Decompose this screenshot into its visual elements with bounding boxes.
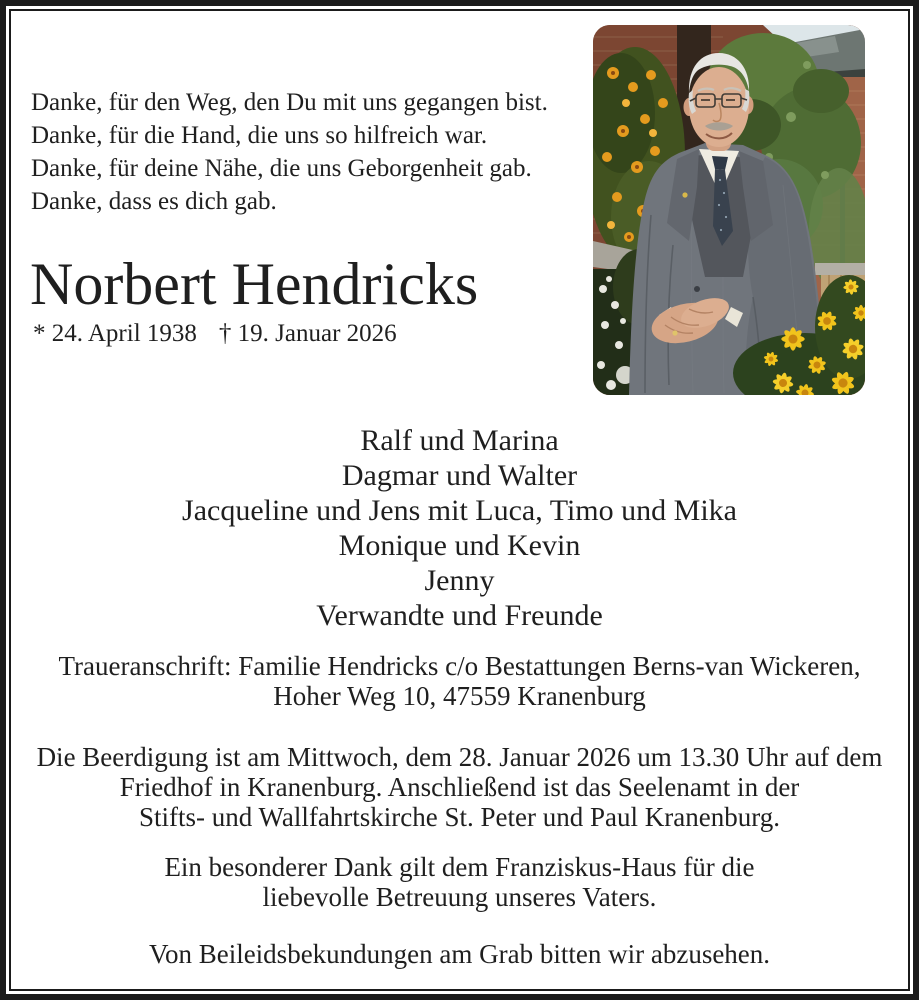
funeral-line: Friedhof in Kranenburg. Anschließend ist das Seelenamt in der bbox=[119, 772, 800, 802]
address-line: Hoher Weg 10, 47559 Kranenburg bbox=[273, 681, 646, 711]
address-line: Traueranschrift: Familie Hendricks c/o Bestattungen Berns-van Wickeren, bbox=[58, 651, 861, 681]
birth-date: * 24. April 1938 bbox=[33, 320, 197, 347]
mourner-line: Monique und Kevin bbox=[338, 529, 581, 562]
thanks-note bbox=[0, 852, 919, 912]
mourners-list bbox=[0, 423, 919, 633]
verse-line: Danke, für die Hand, die uns so hilfreich war. bbox=[31, 122, 488, 149]
portrait-photo bbox=[593, 25, 865, 395]
thanks-line: Ein besonderer Dank gilt dem Franziskus-Haus für die bbox=[164, 852, 755, 882]
mourner-line: Ralf und Marina bbox=[360, 424, 559, 457]
life-dates bbox=[33, 320, 397, 348]
mourner-line: Verwandte und Freunde bbox=[316, 599, 603, 632]
verse-line: Danke, für den Weg, den Du mit uns gegangen bist. bbox=[31, 89, 548, 116]
thanks-line: liebevolle Betreuung unseres Vaters. bbox=[262, 882, 657, 912]
verse-line: Danke, dass es dich gab. bbox=[31, 188, 277, 215]
suit-button bbox=[694, 286, 700, 292]
death-date: † 19. Januar 2026 bbox=[218, 320, 397, 347]
mourner-line: Jacqueline und Jens mit Luca, Timo und Mika bbox=[182, 494, 737, 527]
verse-line: Danke, für deine Nähe, die uns Geborgenheit gab. bbox=[31, 155, 532, 182]
memorial-verse bbox=[31, 86, 548, 218]
closing-note: Von Beileidsbekundungen am Grab bitten wir abzusehen. bbox=[148, 939, 771, 969]
deceased-name: Norbert Hendricks bbox=[30, 251, 479, 317]
fence-rail bbox=[815, 263, 865, 275]
condolence-address bbox=[0, 651, 919, 711]
ring bbox=[672, 330, 677, 335]
funeral-line: Die Beerdigung ist am Mittwoch, dem 28. Januar 2026 um 13.30 Uhr auf dem bbox=[36, 742, 883, 772]
funeral-details bbox=[0, 742, 919, 832]
portrait-illustration bbox=[593, 25, 865, 395]
funeral-line: Stifts- und Wallfahrtskirche St. Peter und Paul Kranenburg. bbox=[139, 802, 780, 832]
lapel-pin bbox=[682, 192, 687, 197]
mourner-line: Dagmar und Walter bbox=[341, 459, 578, 492]
mourner-line: Jenny bbox=[424, 564, 495, 597]
